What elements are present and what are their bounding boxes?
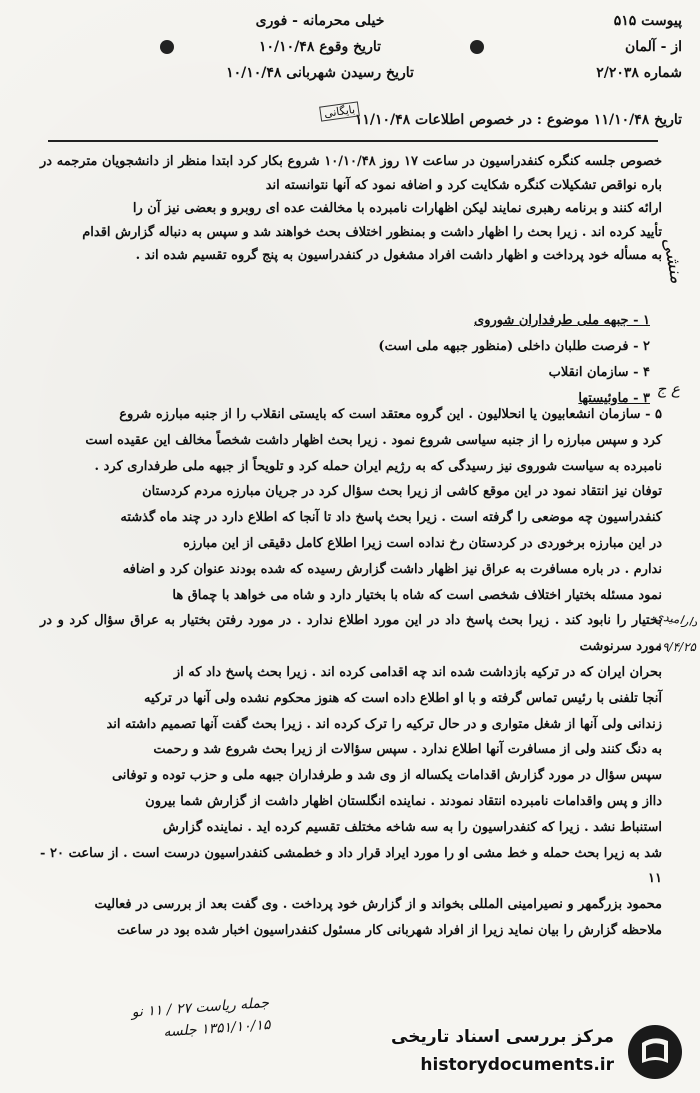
archive-stamp: بایگانی [319,101,360,121]
text-line: نامبرده به سیاست شوروی نیز رسیدگی که به رژیم ایران حمله کرد و تلویحاً از جبهه ملی طرفداری کرد . [94,458,662,474]
list-item: ۳ - ماوئیستها [578,391,650,406]
text-line: ۵ - سازمان انشعابیون یا انحلالیون . این گروه معتقد است که بایستی انقلاب را از جنبه مبارزه شروع [119,407,662,422]
text-line: بحران ایران که در ترکیه بازداشت شده اند چه اقدامی کرده اند . زیرا بحث پاسخ داد که از [173,664,662,680]
header-meta [452,8,682,86]
intro-paragraph [40,150,662,268]
text-line: تأیید کرده اند . زیرا بحث را اظهار داشت و بمنظور اختلاف بحث خواهند شد و سپس به دنباله گزارش اقدام [82,224,662,240]
text-line: بختیار را نابود کند . زیرا بحث پاسخ داد در این مورد اطلاع ندارد . در مورد رفتن بختیار به عراق سؤال کرد و در مورد سرنوشت [40,613,662,655]
binding-hole-icon [470,40,484,54]
text-line: دااز و پس واقدامات نامبرده انتقاد نمودند . نماینده انگلستان اظهار داشت از گزارش شما بیرون [145,793,662,809]
watermark-url: historydocuments.ir [420,1055,614,1075]
text-line: ملاحظه گزارش را بیان نماید زیرا از افراد شهربانی کار مسئول کنفدراسیون اخبار شده بود در ساعت [117,922,662,938]
list-item: ۲ - فرصت طلبان داخلی (منظور جبهه ملی است) [378,339,650,354]
classification: خیلی محرمانه - فوری [255,13,385,29]
margin-note: ۱۹/۴/۲۵ [655,640,696,654]
text-line: آنجا تلفنی با رئیس تماس گرفته و با او اطلاع داده است که هنوز محکوم نشده ولی آنها در ترکیه [143,690,662,706]
margin-note: ع ج [656,380,680,398]
receipt-date: تاریخ رسیدن شهربانی ۱۰/۱۰/۴۸ [226,65,414,81]
main-paragraph [40,402,662,944]
margin-note: منشی [658,235,688,286]
text-line: محمود بزرگمهر و نصیرامینی المللی بخواند و از گزارش خود پرداخت . وی گفت بعد از بررسی در فعالیت [94,897,662,913]
text-line: زندانی ولی آنها از شغل متواری و در حال ترکیه را ترک کرده اند . زیرا بحث گفت آنها تصمیم داشته اند [106,716,662,732]
text-line: سپس سؤال در مورد گزارش اقدامات یکساله از وی شد و طرفداران جبهه ملی و حزب توده و توفانی [111,768,662,784]
text-line: توفان نیز انتقاد نمود در این موقع کاشی از زیرا بحث سؤال کرد در جریان مبارزه مردم کردستان [142,484,662,500]
occurrence-date: تاریخ وقوع ۱۰/۱۰/۴۸ [259,39,381,55]
text-line: خصوص جلسه کنگره کنفدراسیون در ساعت ۱۷ روز ۱۰/۱۰/۴۸ شروع بکار کرد ابتدا منظر از دانشجویان مترجمه در باره نواقص تشکیلات کنگره شکایت کرد و اضافه نمود که آنها نتوانسته اند [40,154,663,193]
watermark [388,1019,688,1085]
text-line: ندارم . در باره مسافرت به عراق نیز اظهار داشت گزارش رسیده که شده بودند عنوان کرد و اضافه [122,561,662,577]
text-line: به مسأله خود پرداخت و اظهار داشت افراد مشغول در کنفدراسیون به پنج گروه تقسیم شده اند . [135,248,662,263]
text-line: استنباط نشد . زیرا که کنفدراسیون را به سه شاخه مختلف تقسیم کرده اید . نماینده گزارش [162,819,662,835]
page-number: پیوست ۵۱۵ [613,13,682,29]
watermark-name: مرکز بررسی اسناد تاریخی [391,1027,614,1047]
divider [48,140,658,142]
signature-line: جمله ریاست ۲۷ / ۱۱ نو [131,995,270,1021]
list-item: ۱ - جبهه ملی طرفداران شوروی [474,313,650,328]
list-item: ۴ - سازمان انقلاب [548,365,650,380]
text-line: کنفدراسیون چه موضعی را گرفته است . زیرا بحث پاسخ داد تا آنجا که اطلاع دارد در چند ماه گذشته [120,510,662,526]
text-line: کرد و سپس مبارزه را از جنبه سیاسی شروع نمود . زیرا بحث اظهار داشت شخصاً مخالف این عقیده است [85,432,662,448]
archive-logo-icon [626,1023,684,1081]
group-list [230,308,650,412]
document-number: شماره ۲/۲۰۳۸ [596,65,682,81]
report-date: تاریخ ۱۱/۱۰/۴۸ موضوع : در خصوص اطلاعات ۱۱/۱۰/۴۸ [354,112,682,128]
text-line: شد به زیرا بحث حمله و خط مشی او را مورد ایراد قرار داد و خطمشی کنفدراسیون درست است . از ساعت ۲۰ - ۱۱ [40,845,662,887]
header-center [170,8,470,86]
text-line: به دنگ کنند ولی از مسافرت آنها اطلاع ندارد . سپس سؤالات از زیرا بحث شروع شد و رحمت [153,742,662,758]
text-line: نمود مسئله بختیار اختلاف شخصی است که شاه با بختیار دارد و شاه می خواهد با چماق ها [172,587,662,603]
signature-line: ۱۳۵۱/۱۰/۱۵ جلسه [162,1016,272,1041]
margin-note: دارامیدی [653,608,699,630]
sender: از - آلمان [624,39,682,55]
text-line: ارائه کنند و برنامه رهبری نمایند لیکن اظهارات نامبرده با مخالفت عده ای روبرو و بعضی نیز آن را [132,201,662,216]
text-line: در این مبارزه برخوردی در کردستان رخ نداده است زیرا اطلاع کامل دقیقی از این مبارزه [183,535,662,551]
binding-hole-icon [160,40,174,54]
signature [39,992,272,1052]
